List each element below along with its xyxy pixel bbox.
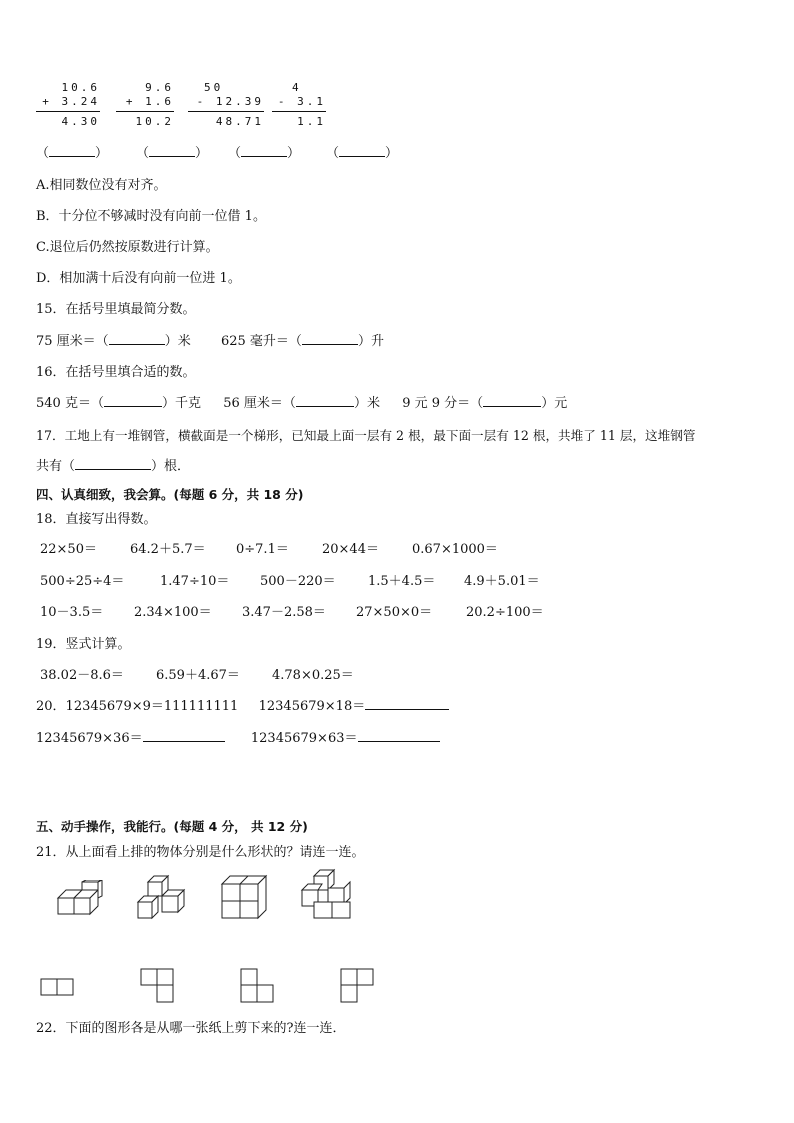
calc-mid: - 3.1 bbox=[277, 95, 326, 108]
q20-line2: 12345679×36＝ 12345679×63＝ bbox=[36, 731, 440, 747]
q16-blank-b[interactable] bbox=[296, 406, 354, 407]
calc-mid: + 3.24 bbox=[42, 95, 100, 108]
q18-item: 3.47－2.58＝ bbox=[242, 605, 326, 620]
q15-blank-b[interactable] bbox=[302, 344, 358, 345]
q21-title: 21．从上面看上排的物体分别是什么形状的？请连一连。 bbox=[36, 845, 365, 860]
calc-result: 1.1 bbox=[297, 115, 326, 128]
q19-item: 4.78×0.25＝ bbox=[272, 668, 354, 683]
q15-blank-a[interactable] bbox=[109, 344, 165, 345]
q18-item: 20.2÷100＝ bbox=[466, 605, 544, 620]
calc-result: 4.30 bbox=[61, 115, 100, 128]
q18-item: 500－220＝ bbox=[260, 574, 336, 589]
answer-parens-1: （ ） bbox=[36, 146, 109, 161]
top-view-shape-3 bbox=[240, 968, 276, 1006]
calc-top: 50 bbox=[204, 81, 224, 94]
q19-item: 6.59＋4.67＝ bbox=[156, 668, 240, 683]
option-b: B．十分位不够减时没有向前一位借 1。 bbox=[36, 209, 266, 224]
q17-blank[interactable] bbox=[75, 469, 151, 470]
q20-line1: 20．12345679×9＝111111111 12345679×18＝ bbox=[36, 699, 449, 715]
answer-parens-3: （ ） bbox=[228, 146, 301, 161]
q18-item: 4.9＋5.01＝ bbox=[464, 574, 540, 589]
q18-item: 20×44＝ bbox=[322, 542, 379, 557]
top-view-shape-1 bbox=[40, 978, 76, 998]
q18-title: 18．直接写出得数。 bbox=[36, 512, 157, 527]
q20-blank-d[interactable] bbox=[358, 741, 440, 742]
answer-blank[interactable] bbox=[241, 156, 287, 157]
option-d: D．相加满十后没有向前一位进 1。 bbox=[36, 271, 241, 286]
q18-item: 27×50×0＝ bbox=[356, 605, 433, 620]
q17-line2: 共有（ ）根． bbox=[36, 459, 191, 474]
cube-figure-2 bbox=[136, 872, 190, 922]
option-a: A.相同数位没有对齐。 bbox=[36, 178, 167, 193]
vertical-calc-3 bbox=[186, 81, 264, 129]
q18-item: 2.34×100＝ bbox=[134, 605, 212, 620]
answer-parens-4: （ ） bbox=[326, 146, 399, 161]
calc-mid: + 1.6 bbox=[125, 95, 174, 108]
q16-blank-c[interactable] bbox=[483, 406, 541, 407]
calc-result: 10.2 bbox=[135, 115, 174, 128]
q19-title: 19．竖式计算。 bbox=[36, 637, 131, 652]
q17-line1: 17．工地上有一堆钢管，横截面是一个梯形，已知最上面一层有 2 根，最下面一层有 12 根，共堆了 11 层，这堆钢管 bbox=[36, 428, 696, 443]
calc-top: 9.6 bbox=[145, 81, 174, 94]
option-c: C.退位后仍然按原数进行计算。 bbox=[36, 240, 219, 255]
q18-item: 64.2＋5.7＝ bbox=[130, 542, 206, 557]
answer-blank[interactable] bbox=[149, 156, 195, 157]
top-view-shape-4 bbox=[340, 968, 378, 1006]
section-4-heading: 四、认真细致，我会算。(每题 6 分，共 18 分) bbox=[36, 487, 304, 502]
calc-mid: - 12.39 bbox=[196, 95, 264, 108]
q18-item: 1.47÷10＝ bbox=[160, 574, 230, 589]
calc-top: 4 bbox=[292, 81, 302, 94]
q16-line: 540 克＝（ ）千克 56 厘米＝（ ）米 9 元 9 分＝（ ）元 bbox=[36, 396, 568, 411]
q18-item: 0÷7.1＝ bbox=[236, 542, 289, 557]
q18-item: 0.67×1000＝ bbox=[412, 542, 498, 557]
q15-line: 75 厘米＝（ ）米 625 毫升＝（ ）升 bbox=[36, 334, 384, 349]
q15-title: 15．在括号里填最简分数。 bbox=[36, 302, 196, 317]
q18-item: 500÷25÷4＝ bbox=[40, 574, 125, 589]
vertical-calc-4 bbox=[270, 81, 326, 129]
q20-blank-b[interactable] bbox=[365, 709, 449, 710]
cube-figure-3 bbox=[220, 874, 268, 920]
q18-item: 22×50＝ bbox=[40, 542, 97, 557]
q16-title: 16．在括号里填合适的数。 bbox=[36, 365, 196, 380]
q20-blank-c[interactable] bbox=[143, 741, 225, 742]
vertical-calc-2 bbox=[114, 81, 174, 129]
q18-item: 10－3.5＝ bbox=[40, 605, 104, 620]
answer-blank[interactable] bbox=[49, 156, 95, 157]
q22-title: 22．下面的图形各是从哪一张纸上剪下来的?连一连． bbox=[36, 1021, 346, 1036]
q16-blank-a[interactable] bbox=[104, 406, 162, 407]
q18-item: 1.5＋4.5＝ bbox=[368, 574, 436, 589]
section-5-heading: 五、动手操作，我能行。(每题 4 分， 共 12 分) bbox=[36, 819, 308, 834]
answer-blank[interactable] bbox=[339, 156, 385, 157]
calc-top: 10.6 bbox=[61, 81, 100, 94]
calc-result: 48.71 bbox=[215, 115, 264, 128]
cube-figure-4 bbox=[298, 868, 354, 922]
answer-parens-2: （ ） bbox=[136, 146, 209, 161]
q19-item: 38.02－8.6＝ bbox=[40, 668, 124, 683]
vertical-calc-1 bbox=[34, 81, 100, 129]
cube-figure-1 bbox=[56, 880, 106, 920]
top-view-shape-2 bbox=[140, 968, 176, 1006]
